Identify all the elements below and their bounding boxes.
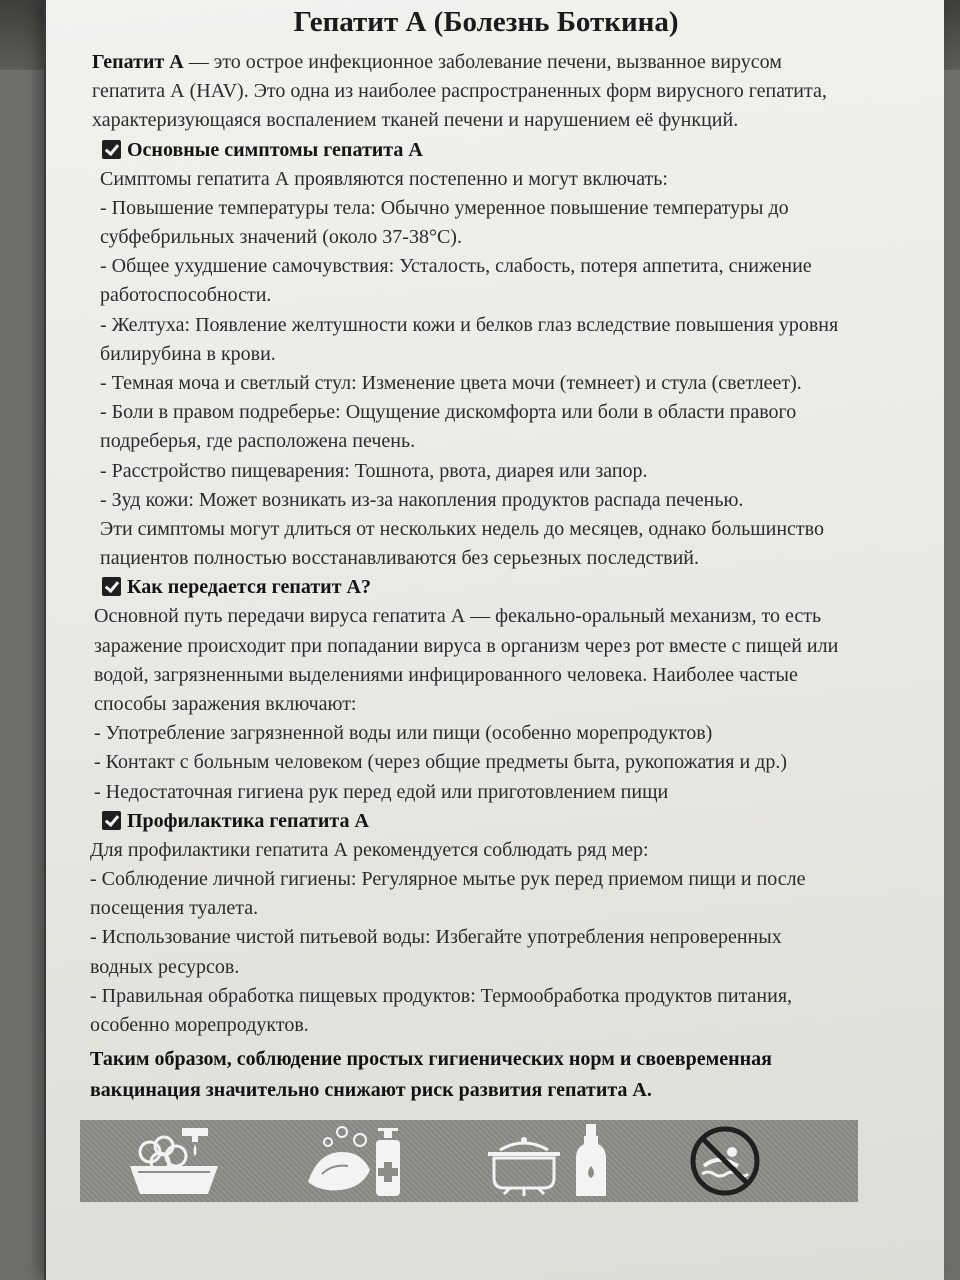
- section-line: - Темная моча и светлый стул: Изменение цвета мочи (темнеет) и стула (светлеет).: [100, 372, 802, 395]
- section-line: - Правильная обработка пищевых продуктов: Термообработка продуктов питания,: [90, 984, 793, 1007]
- section-line: подреберья, где расположена печень.: [100, 430, 416, 453]
- section-line: - Соблюдение личной гигиены: Регулярное мытье рук перед приемом пищи и после: [90, 868, 806, 891]
- section-line: Эти симптомы могут длиться от нескольких недель до месяцев, однако большинство: [100, 518, 824, 541]
- document-body: [90, 48, 926, 1106]
- section-heading: Профилактика гепатита А: [90, 807, 926, 836]
- washing-produce-icon: [120, 1122, 230, 1200]
- section-line: - Недостаточная гигиена рук перед едой или приготовлением пищи: [94, 780, 669, 803]
- section-line: - Желтуха: Появление желтушности кожи и белков глаз вследствие повышения уровня: [100, 313, 839, 336]
- intro-term: Гепатит А: [92, 51, 184, 73]
- intro-paragraph: [92, 48, 926, 136]
- section-prevention: [90, 807, 926, 1040]
- section-heading: Как передается гепатит А?: [90, 573, 926, 602]
- intro-line: Гепатит А — это острое инфекционное заболевание печени, вызванное вирусом: [92, 51, 782, 73]
- intro-line: гепатита А (HAV). Это одна из наиболее распространенных форм вирусного гепатита,: [92, 80, 827, 103]
- conclusion-line: вакцинация значительно снижают риск развития гепатита А.: [90, 1079, 652, 1102]
- cooking-pot-and-bottle-icon: [480, 1122, 620, 1200]
- checkbox-checked-icon: [102, 577, 121, 596]
- section-line: - Повышение температуры тела: Обычно умеренное повышение температуры до: [100, 196, 789, 219]
- checkbox-checked-icon: [102, 811, 121, 830]
- conclusion-line: Таким образом, соблюдение простых гигиенических норм и своевременная: [90, 1048, 772, 1071]
- section-line: Симптомы гепатита А проявляются постепенно и могут включать:: [100, 167, 668, 190]
- section-line: посещения туалета.: [90, 897, 259, 920]
- illustration-banner: [80, 1120, 858, 1202]
- hand-washing-icon: [300, 1122, 420, 1200]
- no-swimming-icon: [680, 1122, 770, 1200]
- section-line: водных ресурсов.: [90, 955, 240, 978]
- section-line: - Общее ухудшение самочувствия: Усталость, слабость, потеря аппетита, снижение: [100, 255, 812, 278]
- section-line: - Контакт с больным человеком (через общие предметы быта, рукопожатия и др.): [94, 751, 787, 774]
- section-line: - Боли в правом подреберье: Ощущение дискомфорта или боли в области правого: [100, 401, 797, 424]
- section-line: - Употребление загрязненной воды или пищи (особенно морепродуктов): [94, 722, 713, 745]
- document-title: Гепатит А (Болезнь Боткина): [293, 6, 679, 38]
- section-line: способы заражения включают:: [94, 693, 357, 716]
- checkbox-checked-icon: [102, 140, 121, 159]
- section-line: Основной путь передачи вируса гепатита А — фекально-оральный механизм, то есть: [94, 605, 822, 628]
- section-heading: Основные симптомы гепатита А: [90, 136, 926, 165]
- section-line: особенно морепродуктов.: [90, 1014, 309, 1037]
- section-line: заражение происходит при попадании вируса в организм через рот вместе с пищей или: [94, 634, 839, 657]
- section-line: - Использование чистой питьевой воды: Избегайте употребления непроверенных: [90, 926, 782, 949]
- section-line: - Расстройство пищеварения: Тошнота, рвота, диарея или запор.: [100, 459, 648, 482]
- section-symptoms: [90, 136, 926, 574]
- section-line: пациентов полностью восстанавливаются без серьезных последствий.: [100, 547, 699, 570]
- section-line: Для профилактики гепатита А рекомендуется соблюдать ряд мер:: [90, 838, 649, 861]
- section-line: водой, загрязненными выделениями инфицированного человека. Наиболее частые: [94, 663, 798, 686]
- section-line: билирубина в крови.: [100, 342, 276, 365]
- section-transmission: [90, 573, 926, 806]
- intro-line: характеризующаяся воспалением тканей печени и нарушением её функций.: [92, 109, 739, 132]
- conclusion-paragraph: [90, 1044, 926, 1106]
- section-line: - Зуд кожи: Может возникать из-за накопления продуктов распада печенью.: [100, 488, 744, 511]
- section-line: работоспособности.: [100, 284, 272, 307]
- section-line: субфебрильных значений (около 37-38°C).: [100, 226, 462, 249]
- document-page: [44, 0, 944, 1280]
